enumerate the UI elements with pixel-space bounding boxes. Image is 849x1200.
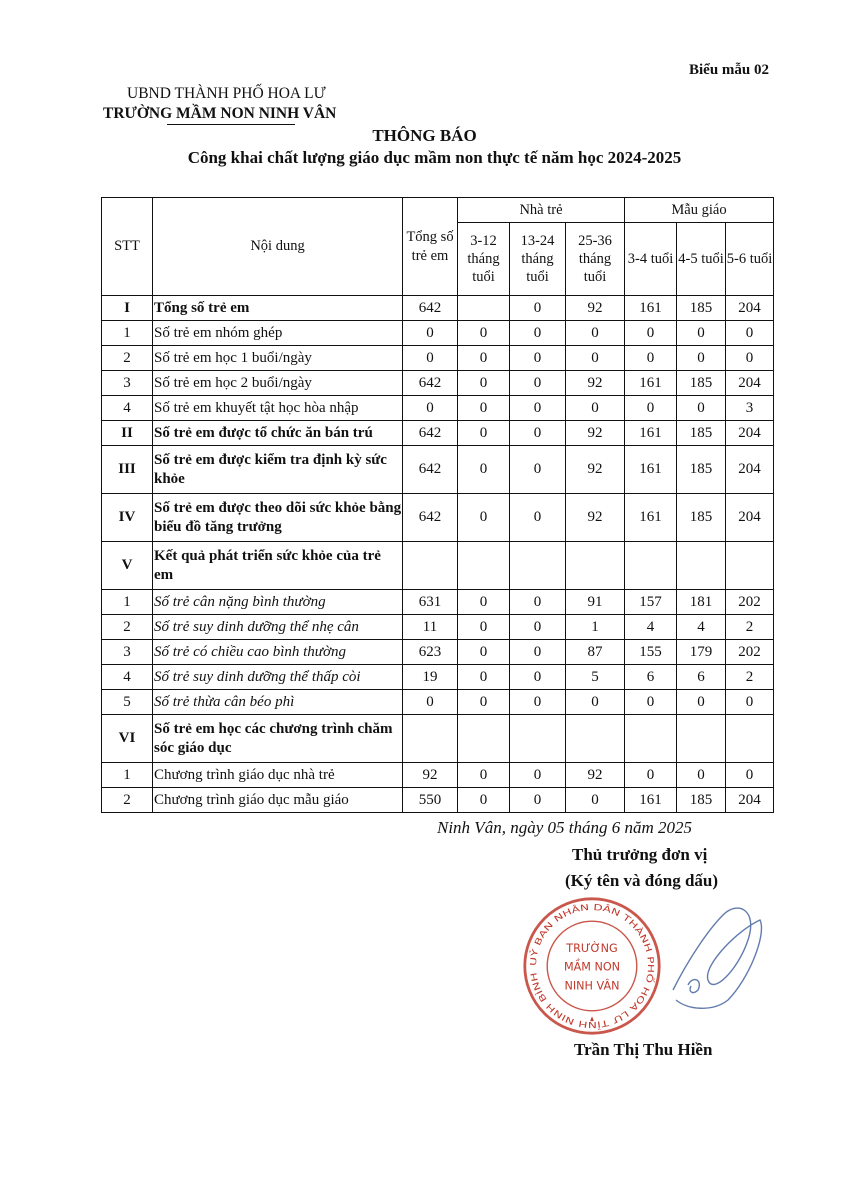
row-value: 0 xyxy=(566,396,625,421)
row-content: Số trẻ cân nặng bình thường xyxy=(153,590,403,615)
row-value: 6 xyxy=(625,665,677,690)
row-value xyxy=(458,715,510,763)
row-total: 0 xyxy=(403,690,458,715)
row-stt: VI xyxy=(102,715,153,763)
header-age-13-24: 13-24 tháng tuổi xyxy=(510,223,566,296)
row-value: 0 xyxy=(625,321,677,346)
table-row xyxy=(102,542,774,590)
row-value: 92 xyxy=(566,763,625,788)
table-row xyxy=(102,371,774,396)
row-stt: V xyxy=(102,542,153,590)
handwritten-signature xyxy=(668,900,768,1020)
row-content: Số trẻ em khuyết tật học hòa nhập xyxy=(153,396,403,421)
row-value: 0 xyxy=(458,346,510,371)
row-value: 92 xyxy=(566,296,625,321)
row-value: 0 xyxy=(510,421,566,446)
row-value: 0 xyxy=(458,494,510,542)
header-age-25-36: 25-36 tháng tuổi xyxy=(566,223,625,296)
table-row xyxy=(102,590,774,615)
row-value xyxy=(566,542,625,590)
row-value: 3 xyxy=(726,396,774,421)
row-total: 623 xyxy=(403,640,458,665)
row-value: 185 xyxy=(677,446,726,494)
row-value: 185 xyxy=(677,371,726,396)
row-value: 0 xyxy=(677,396,726,421)
stamp-center-line-3: NINH VÂN xyxy=(564,979,620,993)
row-value: 0 xyxy=(566,346,625,371)
row-value: 204 xyxy=(726,788,774,813)
row-value: 0 xyxy=(458,615,510,640)
row-value: 2 xyxy=(726,615,774,640)
row-value xyxy=(566,715,625,763)
row-stt: 4 xyxy=(102,396,153,421)
stamp-star-icon xyxy=(590,1016,594,1021)
row-total: 642 xyxy=(403,421,458,446)
row-value: 92 xyxy=(566,494,625,542)
row-value: 161 xyxy=(625,788,677,813)
row-content: Kết quả phát triển sức khỏe của trẻ em xyxy=(153,542,403,590)
row-value: 0 xyxy=(458,446,510,494)
row-value: 0 xyxy=(726,690,774,715)
school-name: TRƯỜNG MẦM NON NINH VÂN xyxy=(103,105,337,122)
row-value: 4 xyxy=(677,615,726,640)
official-stamp xyxy=(522,896,662,1036)
row-total: 11 xyxy=(403,615,458,640)
row-value: 0 xyxy=(625,763,677,788)
row-value: 204 xyxy=(726,371,774,396)
row-content: Số trẻ suy dinh dưỡng thể thấp còi xyxy=(153,665,403,690)
row-value: 0 xyxy=(510,590,566,615)
form-number: Biểu mẫu 02 xyxy=(688,62,769,78)
row-stt: III xyxy=(102,446,153,494)
row-value: 0 xyxy=(458,421,510,446)
row-total xyxy=(403,542,458,590)
date-line: Ninh Vân, ngày 05 tháng 6 năm 2025 xyxy=(437,818,692,837)
row-value: 202 xyxy=(726,590,774,615)
row-content: Số trẻ em nhóm ghép xyxy=(153,321,403,346)
row-stt: 3 xyxy=(102,640,153,665)
row-value: 0 xyxy=(458,665,510,690)
row-value: 0 xyxy=(677,763,726,788)
row-stt: 2 xyxy=(102,615,153,640)
row-value: 92 xyxy=(566,446,625,494)
table-row xyxy=(102,494,774,542)
table-row xyxy=(102,615,774,640)
row-total: 0 xyxy=(403,346,458,371)
row-value: 0 xyxy=(510,296,566,321)
table-row xyxy=(102,346,774,371)
row-value: 0 xyxy=(510,665,566,690)
row-total: 642 xyxy=(403,494,458,542)
row-total: 642 xyxy=(403,371,458,396)
row-total: 642 xyxy=(403,296,458,321)
row-content: Số trẻ thừa cân béo phì xyxy=(153,690,403,715)
row-value: 0 xyxy=(625,346,677,371)
stamp-center-line-1: TRƯỜNG xyxy=(566,942,618,955)
header-content: Nội dung xyxy=(153,198,403,296)
row-value: 185 xyxy=(677,421,726,446)
report-table-body xyxy=(102,296,774,813)
row-value: 0 xyxy=(458,788,510,813)
row-value: 0 xyxy=(510,396,566,421)
table-row xyxy=(102,446,774,494)
row-value: 179 xyxy=(677,640,726,665)
row-value: 92 xyxy=(566,371,625,396)
row-content: Số trẻ em được theo dõi sức khỏe bằng biểu đồ tăng trưởng xyxy=(153,494,403,542)
row-value: 0 xyxy=(677,346,726,371)
row-total: 92 xyxy=(403,763,458,788)
row-value: 161 xyxy=(625,494,677,542)
row-value: 181 xyxy=(677,590,726,615)
table-row xyxy=(102,640,774,665)
row-value: 185 xyxy=(677,788,726,813)
table-row xyxy=(102,715,774,763)
row-total: 642 xyxy=(403,446,458,494)
table-row xyxy=(102,396,774,421)
agency-name: UBND THÀNH PHỐ HOA LƯ xyxy=(127,85,326,102)
row-value: 0 xyxy=(458,371,510,396)
row-value: 0 xyxy=(510,690,566,715)
row-value xyxy=(510,715,566,763)
row-content: Số trẻ suy dinh dưỡng thể nhẹ cân xyxy=(153,615,403,640)
signer-note: (Ký tên và đóng dấu) xyxy=(565,871,719,890)
header-age-5-6: 5-6 tuổi xyxy=(726,223,774,296)
school-underline xyxy=(167,124,295,125)
row-total: 631 xyxy=(403,590,458,615)
row-total: 0 xyxy=(403,396,458,421)
row-value: 6 xyxy=(677,665,726,690)
row-content: Số trẻ em học 2 buổi/ngày xyxy=(153,371,403,396)
row-value xyxy=(726,542,774,590)
row-content: Số trẻ em được kiểm tra định kỳ sức khỏe xyxy=(153,446,403,494)
row-total: 0 xyxy=(403,321,458,346)
row-value: 1 xyxy=(566,615,625,640)
row-content: Số trẻ có chiều cao bình thường xyxy=(153,640,403,665)
row-content: Số trẻ em học các chương trình chăm sóc giáo dục xyxy=(153,715,403,763)
row-total: 19 xyxy=(403,665,458,690)
header-group-kindergarten: Mẫu giáo xyxy=(625,198,774,223)
table-row xyxy=(102,321,774,346)
row-stt: IV xyxy=(102,494,153,542)
row-value: 92 xyxy=(566,421,625,446)
table-row xyxy=(102,421,774,446)
row-value: 0 xyxy=(458,321,510,346)
row-total xyxy=(403,715,458,763)
row-value: 0 xyxy=(625,690,677,715)
row-value: 0 xyxy=(510,615,566,640)
row-value: 2 xyxy=(726,665,774,690)
row-stt: I xyxy=(102,296,153,321)
row-value: 0 xyxy=(726,763,774,788)
header-age-4-5: 4-5 tuổi xyxy=(677,223,726,296)
row-stt: 4 xyxy=(102,665,153,690)
row-value: 5 xyxy=(566,665,625,690)
row-stt: 1 xyxy=(102,763,153,788)
row-value: 161 xyxy=(625,421,677,446)
header-stt: STT xyxy=(102,198,153,296)
row-value: 87 xyxy=(566,640,625,665)
row-value: 0 xyxy=(458,396,510,421)
row-stt: 2 xyxy=(102,346,153,371)
table-row xyxy=(102,690,774,715)
row-content: Chương trình giáo dục nhà trẻ xyxy=(153,763,403,788)
row-value: 0 xyxy=(510,763,566,788)
row-value: 204 xyxy=(726,494,774,542)
row-value: 161 xyxy=(625,371,677,396)
row-content: Số trẻ em học 1 buổi/ngày xyxy=(153,346,403,371)
row-value xyxy=(726,715,774,763)
document-subtitle: Công khai chất lượng giáo dục mầm non thực tế năm học 2024-2025 xyxy=(187,148,682,167)
row-value: 204 xyxy=(726,446,774,494)
row-value: 0 xyxy=(510,321,566,346)
row-value: 0 xyxy=(625,396,677,421)
row-stt: 1 xyxy=(102,590,153,615)
row-value: 155 xyxy=(625,640,677,665)
row-value: 202 xyxy=(726,640,774,665)
header-total: Tổng số trẻ em xyxy=(403,198,458,296)
row-value: 0 xyxy=(510,788,566,813)
row-stt: II xyxy=(102,421,153,446)
row-value: 0 xyxy=(510,446,566,494)
row-value xyxy=(510,542,566,590)
row-value: 0 xyxy=(458,590,510,615)
row-value: 161 xyxy=(625,446,677,494)
stamp-ring-text: UỶ BAN NHÂN DÂN THÀNH PHỐ HOA LƯ TỈNH NINH BÌNH xyxy=(527,901,657,1031)
row-value: 204 xyxy=(726,296,774,321)
table-row xyxy=(102,665,774,690)
row-content: Tổng số trẻ em xyxy=(153,296,403,321)
row-value: 0 xyxy=(458,640,510,665)
row-value: 0 xyxy=(510,494,566,542)
header-group-nursery: Nhà trẻ xyxy=(458,198,625,223)
row-value: 0 xyxy=(566,321,625,346)
row-value: 0 xyxy=(510,640,566,665)
row-stt: 2 xyxy=(102,788,153,813)
row-value: 0 xyxy=(566,788,625,813)
signer-title: Thủ trưởng đơn vị xyxy=(572,845,708,864)
row-value: 0 xyxy=(726,346,774,371)
signature-stroke xyxy=(673,908,761,1008)
stamp-center-line-2: MẦM NON xyxy=(563,960,621,974)
signer-name: Trần Thị Thu Hiền xyxy=(574,1040,713,1059)
row-value xyxy=(625,542,677,590)
row-value xyxy=(458,542,510,590)
table-row xyxy=(102,296,774,321)
row-value: 0 xyxy=(510,346,566,371)
report-table xyxy=(101,197,774,813)
row-value: 0 xyxy=(566,690,625,715)
row-value: 185 xyxy=(677,296,726,321)
row-value: 0 xyxy=(510,371,566,396)
row-total: 550 xyxy=(403,788,458,813)
row-value: 0 xyxy=(458,763,510,788)
header-age-3-12: 3-12 tháng tuổi xyxy=(458,223,510,296)
row-value: 161 xyxy=(625,296,677,321)
table-row xyxy=(102,763,774,788)
row-content: Chương trình giáo dục mẫu giáo xyxy=(153,788,403,813)
row-value: 4 xyxy=(625,615,677,640)
row-value: 91 xyxy=(566,590,625,615)
table-row xyxy=(102,788,774,813)
row-value xyxy=(625,715,677,763)
row-value: 0 xyxy=(677,321,726,346)
row-value: 185 xyxy=(677,494,726,542)
row-stt: 3 xyxy=(102,371,153,396)
document-title: THÔNG BÁO xyxy=(372,126,477,145)
header-age-3-4: 3-4 tuổi xyxy=(625,223,677,296)
row-value: 204 xyxy=(726,421,774,446)
row-value: 0 xyxy=(726,321,774,346)
signature-flourish xyxy=(688,980,699,993)
row-content: Số trẻ em được tổ chức ăn bán trú xyxy=(153,421,403,446)
row-value xyxy=(677,715,726,763)
row-value: 0 xyxy=(677,690,726,715)
row-stt: 1 xyxy=(102,321,153,346)
row-value xyxy=(677,542,726,590)
row-value xyxy=(458,296,510,321)
row-value: 157 xyxy=(625,590,677,615)
row-stt: 5 xyxy=(102,690,153,715)
row-value: 0 xyxy=(458,690,510,715)
